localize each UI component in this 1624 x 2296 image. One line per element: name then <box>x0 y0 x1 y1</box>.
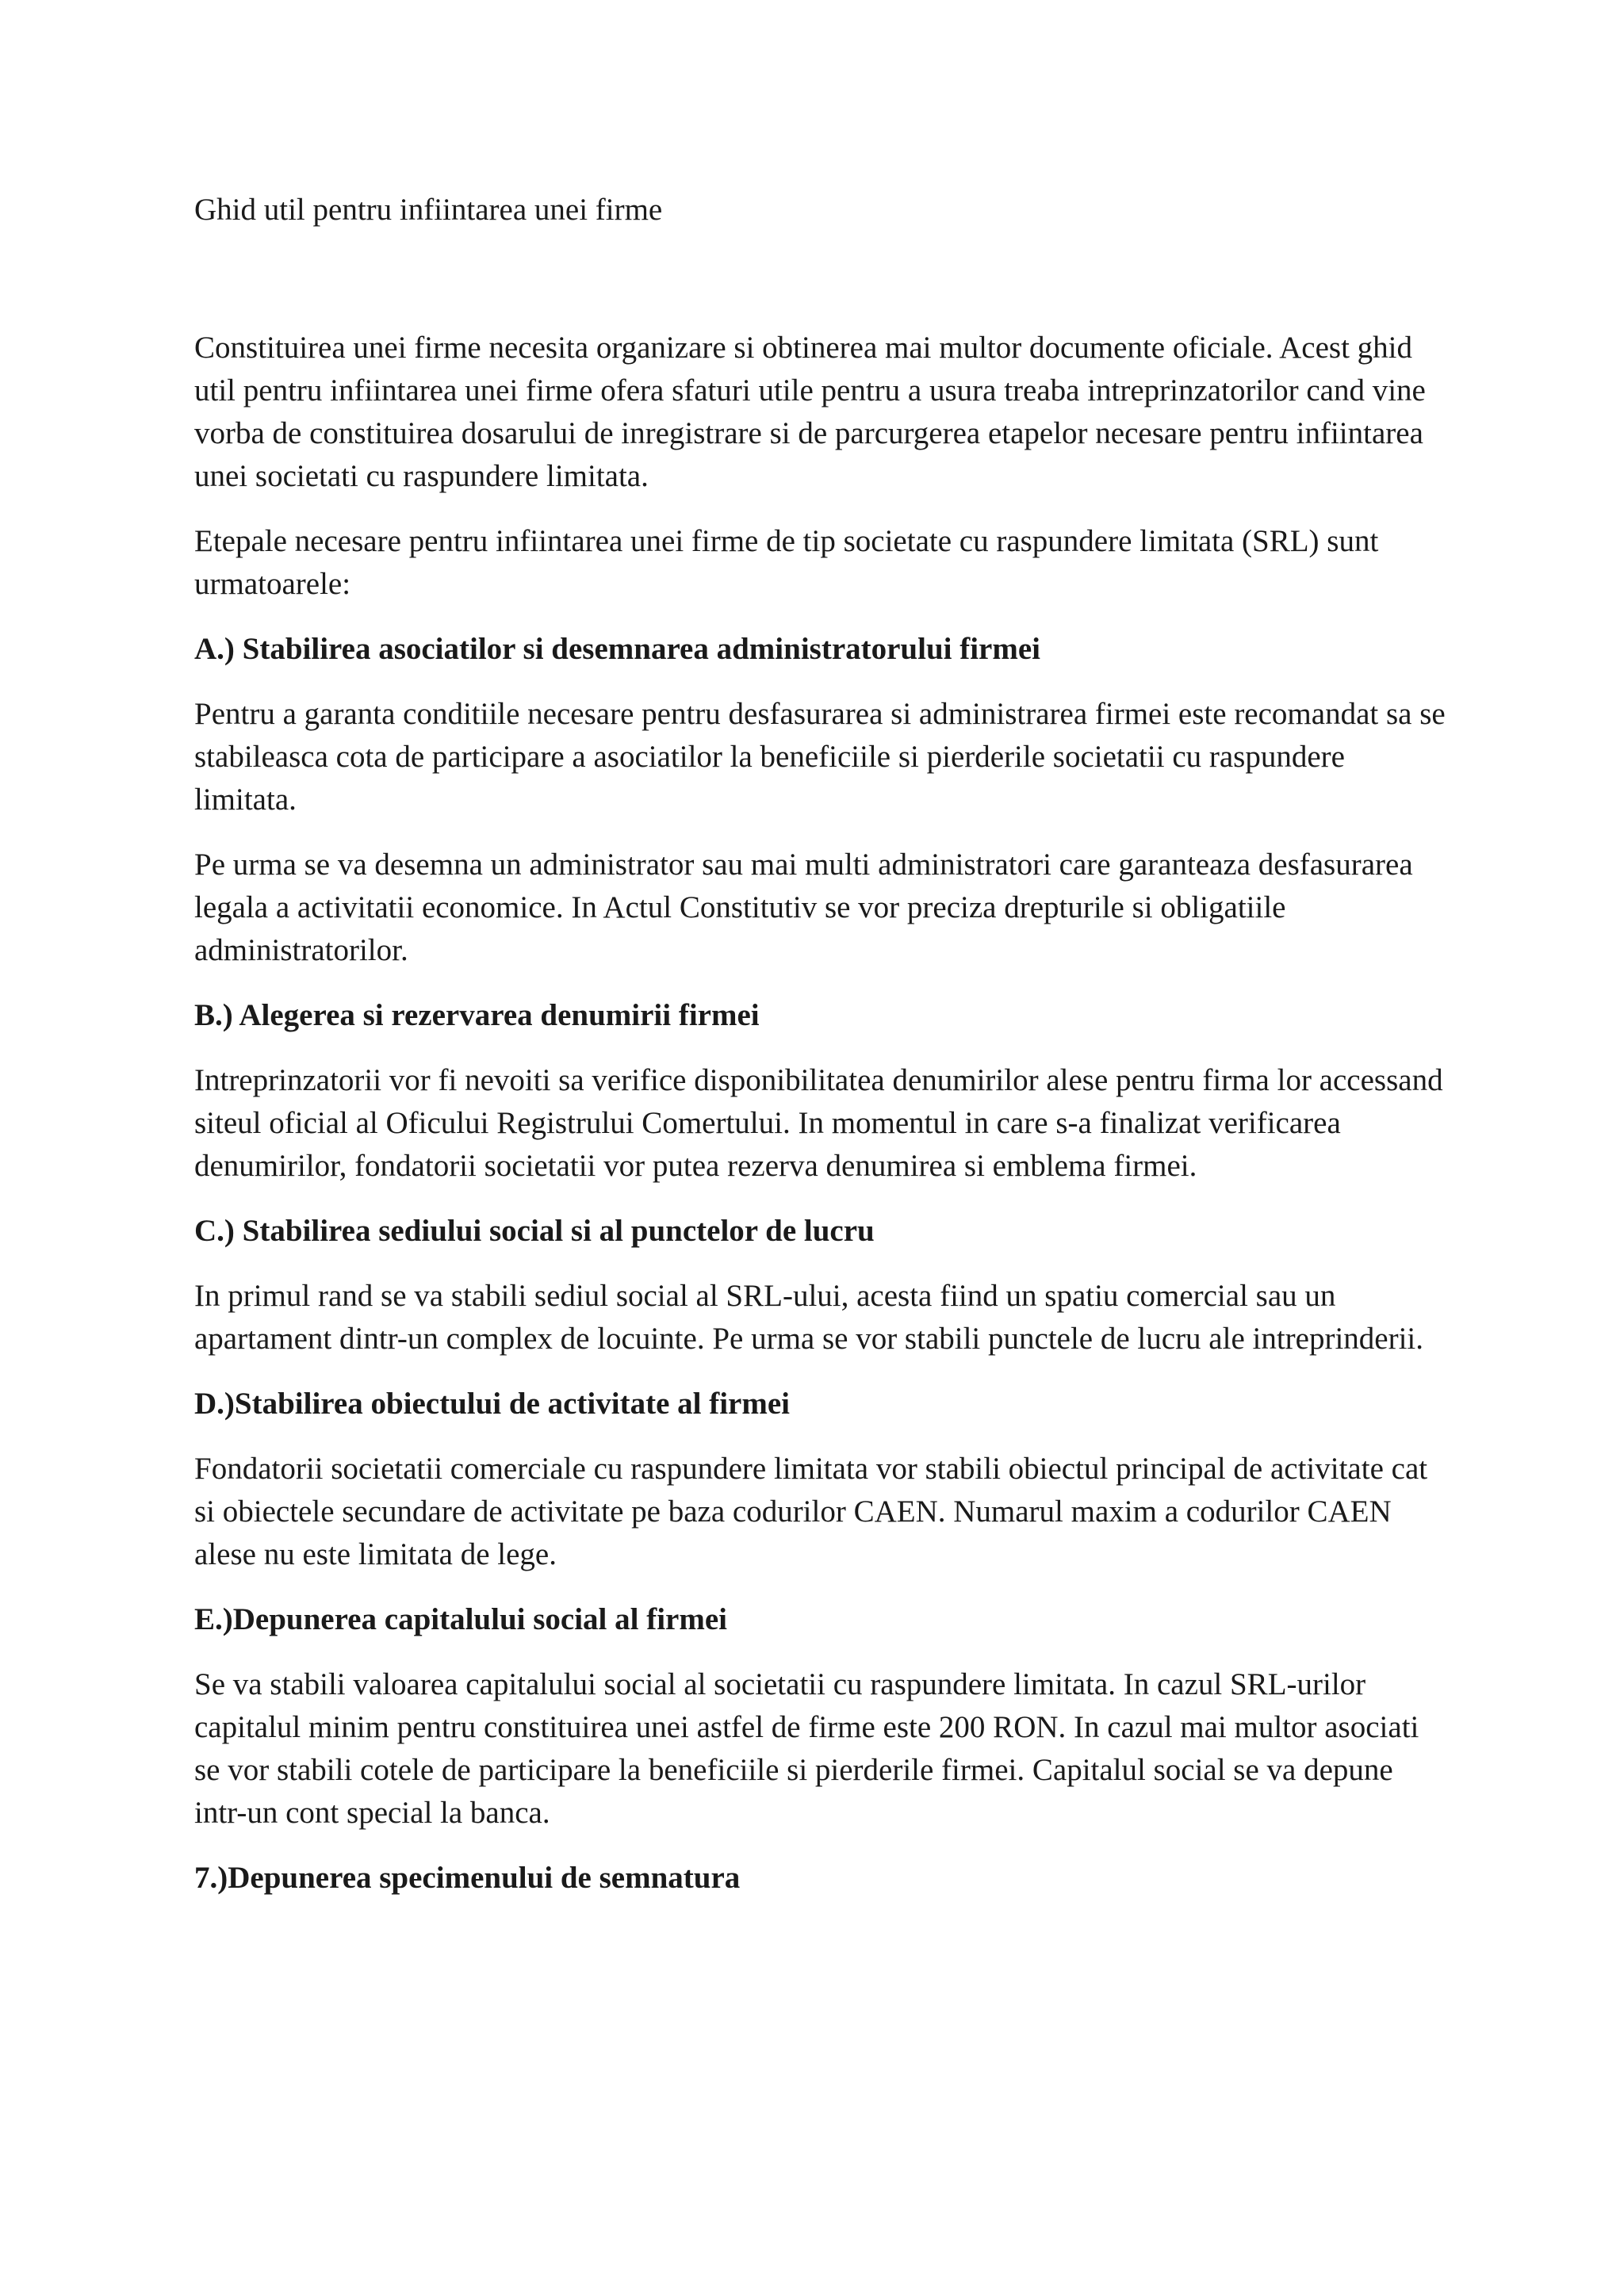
section-paragraph: Fondatorii societatii comerciale cu raspundere limitata vor stabili obiectul principal de activitate cat si obiectele secundare de activitate pe baza codurilor CAEN. Numarul maxim a codurilor CAEN alese nu este limitata de lege. <box>194 1452 1428 1571</box>
section-7 <box>194 1857 1447 1900</box>
section-c <box>194 1210 1447 1360</box>
section-heading: C.) Stabilirea sediului social si al punctelor de lucru <box>194 1214 875 1248</box>
document-page <box>194 189 1447 1922</box>
section-paragraph: Se va stabili valoarea capitalului social al societatii cu raspundere limitata. In cazul SRL-urilor capitalul minim pentru constituirea unei astfel de firme este 200 RON. In cazul mai multor asociati se vor stabili cotele de participare la beneficiile si pierderile firmei. Capitalul social se va depune intr-un cont special la banca. <box>194 1667 1419 1830</box>
section-heading: B.) Alegerea si rezervarea denumirii firmei <box>194 998 760 1032</box>
section-e <box>194 1598 1447 1835</box>
section-paragraph: Pentru a garanta conditiile necesare pentru desfasurarea si administrarea firmei este recomandat sa se stabileasca cota de participare a asociatilor la beneficiile si pierderile societatii cu raspundere limitata. <box>194 697 1446 817</box>
section-paragraph: In primul rand se va stabili sediul social al SRL-ului, acesta fiind un spatiu comercial sau un apartament dintr-un complex de locuinte. Pe urma se vor stabili punctele de lucru ale intreprinderii. <box>194 1279 1424 1356</box>
section-heading: E.)Depunerea capitalului social al firmei <box>194 1602 727 1636</box>
section-d <box>194 1383 1447 1576</box>
section-b <box>194 994 1447 1188</box>
document-title: Ghid util pentru infiintarea unei firme <box>194 193 663 227</box>
intro-paragraph: Constituirea unei firme necesita organizare si obtinerea mai multor documente oficiale. Acest ghid util pentru infiintarea unei firme ofera sfaturi utile pentru a usura treaba intreprinzatorilor cand vine vorba de constituirea dosarului de inregistrare si de parcurgerea etapelor necesare pentru infiintarea unei societati cu raspundere limitata. <box>194 331 1426 493</box>
intro-paragraph: Etepale necesare pentru infiintarea unei firme de tip societate cu raspundere limitata (SRL) sunt urmatoarele: <box>194 524 1379 601</box>
section-paragraph: Pe urma se va desemna un administrator sau mai multi administratori care garanteaza desfasurarea legala a activitatii economice. In Actul Constitutiv se vor preciza drepturile si obligatiile administratorilor. <box>194 848 1413 967</box>
section-a <box>194 628 1447 972</box>
section-heading: 7.)Depunerea specimenului de semnatura <box>194 1861 741 1895</box>
section-paragraph: Intreprinzatorii vor fi nevoiti sa verifice disponibilitatea denumirilor alese pentru firma lor accessand siteul oficial al Oficului Registrului Comertului. In momentul in care s-a finalizat verificarea denumirilor, fondatorii societatii vor putea rezerva denumirea si emblema firmei. <box>194 1063 1443 1183</box>
section-heading: A.) Stabilirea asociatilor si desemnarea administratorului firmei <box>194 632 1040 666</box>
section-heading: D.)Stabilirea obiectului de activitate al firmei <box>194 1387 790 1421</box>
